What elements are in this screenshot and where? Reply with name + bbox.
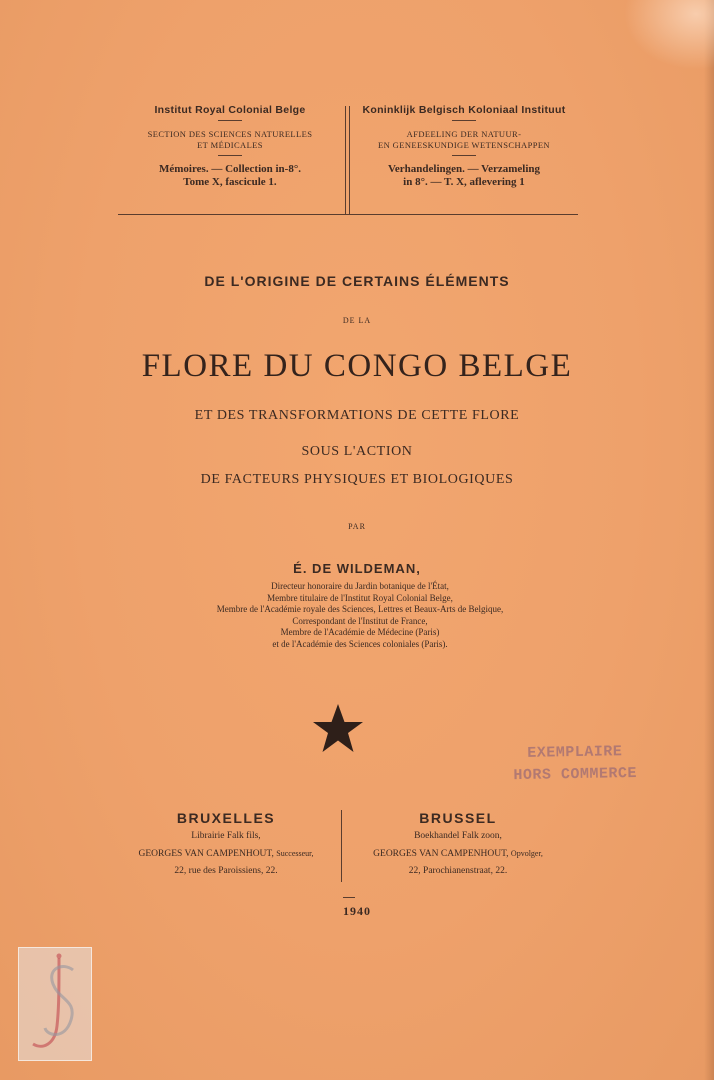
header-vertical-rule xyxy=(345,106,350,214)
publisher-nl-role: Opvolger, xyxy=(510,849,543,858)
memoires-nl xyxy=(352,163,576,189)
stamp-line1: EXEMPLAIRE xyxy=(527,743,623,762)
author-credentials xyxy=(100,581,620,651)
institute-name-fr: Institut Royal Colonial Belge xyxy=(154,104,306,116)
publisher-city-nl: BRUSSEL xyxy=(419,810,497,826)
subtitle-line1: ET DES TRANSFORMATIONS DE CETTE FLORE xyxy=(194,408,520,423)
header-dash xyxy=(452,120,476,121)
publisher-fr-name: GEORGES VAN CAMPENHOUT, xyxy=(138,849,274,859)
publisher-fr-line2 xyxy=(116,845,336,863)
institute-name-nl: Koninklijk Belgisch Koloniaal Instituut xyxy=(362,104,566,116)
author-name: É. DE WILDEMAN, xyxy=(293,561,421,576)
publisher-fr-role: Successeur, xyxy=(276,849,314,858)
header-dash xyxy=(452,155,476,156)
publisher-nl xyxy=(348,808,568,880)
header-left-column xyxy=(118,104,342,189)
year-dash xyxy=(343,897,355,898)
section-fr xyxy=(118,129,342,151)
memoires-nl-line2: in 8°. — T. X, aflevering 1 xyxy=(403,176,525,188)
section-nl-line2: EN GENEESKUNDIGE WETENSCHAPPEN xyxy=(378,140,550,150)
publisher-fr-line1: Librairie Falk fils, xyxy=(191,831,261,841)
credential-line: Membre de l'Académie royale des Sciences, Lettres et Beaux-Arts de Belgique, xyxy=(216,604,504,615)
publisher-fr-line3: 22, rue des Paroissiens, 22. xyxy=(174,866,278,876)
memoires-fr-line2: Tome X, fascicule 1. xyxy=(183,176,277,188)
book-title: FLORE DU CONGO BELGE xyxy=(141,348,573,384)
publisher-nl-line2 xyxy=(348,845,568,863)
header-bottom-rule xyxy=(118,214,578,217)
header-dash xyxy=(218,120,242,121)
publisher-nl-name: GEORGES VAN CAMPENHOUT, xyxy=(373,849,509,859)
series-header xyxy=(118,104,578,216)
js-logo-icon xyxy=(18,947,92,1061)
publisher-fr xyxy=(116,808,336,880)
star-icon xyxy=(310,702,366,756)
title-connector: DE LA xyxy=(342,316,372,325)
publisher-nl-line1: Boekhandel Falk zoon, xyxy=(414,831,502,841)
subtitle-line2: SOUS L'ACTION xyxy=(301,444,413,459)
cover-wear-mark xyxy=(624,0,714,70)
title-preamble: DE L'ORIGINE DE CERTAINS ÉLÉMENTS xyxy=(204,273,510,289)
credential-line: Correspondant de l'Institut de France, xyxy=(292,615,428,626)
section-fr-line1: SECTION DES SCIENCES NATURELLES xyxy=(147,129,313,139)
section-fr-line2: ET MÉDICALES xyxy=(197,140,263,150)
stamp-line2: HORS COMMERCE xyxy=(513,764,638,785)
subtitle-line3: DE FACTEURS PHYSIQUES ET BIOLOGIQUES xyxy=(200,472,514,487)
memoires-fr-line1: Mémoires. — Collection in-8°. xyxy=(159,163,301,175)
header-right-column xyxy=(352,104,576,189)
credential-line: Membre titulaire de l'Institut Royal Colonial Belge, xyxy=(267,592,453,603)
publisher-nl-line3: 22, Parochianenstraat, 22. xyxy=(408,866,508,876)
publisher-city-fr: BRUXELLES xyxy=(176,810,276,826)
section-nl xyxy=(352,129,576,151)
section-nl-line1: AFDEELING DER NATUUR- xyxy=(406,129,522,139)
memoires-fr xyxy=(118,163,342,189)
credential-line: Membre de l'Académie de Médecine (Paris) xyxy=(280,627,440,638)
memoires-nl-line1: Verhandelingen. — Verzameling xyxy=(387,163,541,175)
by-label: PAR xyxy=(348,522,366,531)
hors-commerce-stamp xyxy=(500,741,651,788)
credential-line: Directeur honoraire du Jardin botanique de l'État, xyxy=(271,581,449,591)
publisher-divider xyxy=(341,810,342,882)
credential-line: et de l'Académie des Sciences coloniales (Paris). xyxy=(272,638,448,649)
header-dash xyxy=(218,155,242,156)
publication-year: 1940 xyxy=(343,904,371,918)
